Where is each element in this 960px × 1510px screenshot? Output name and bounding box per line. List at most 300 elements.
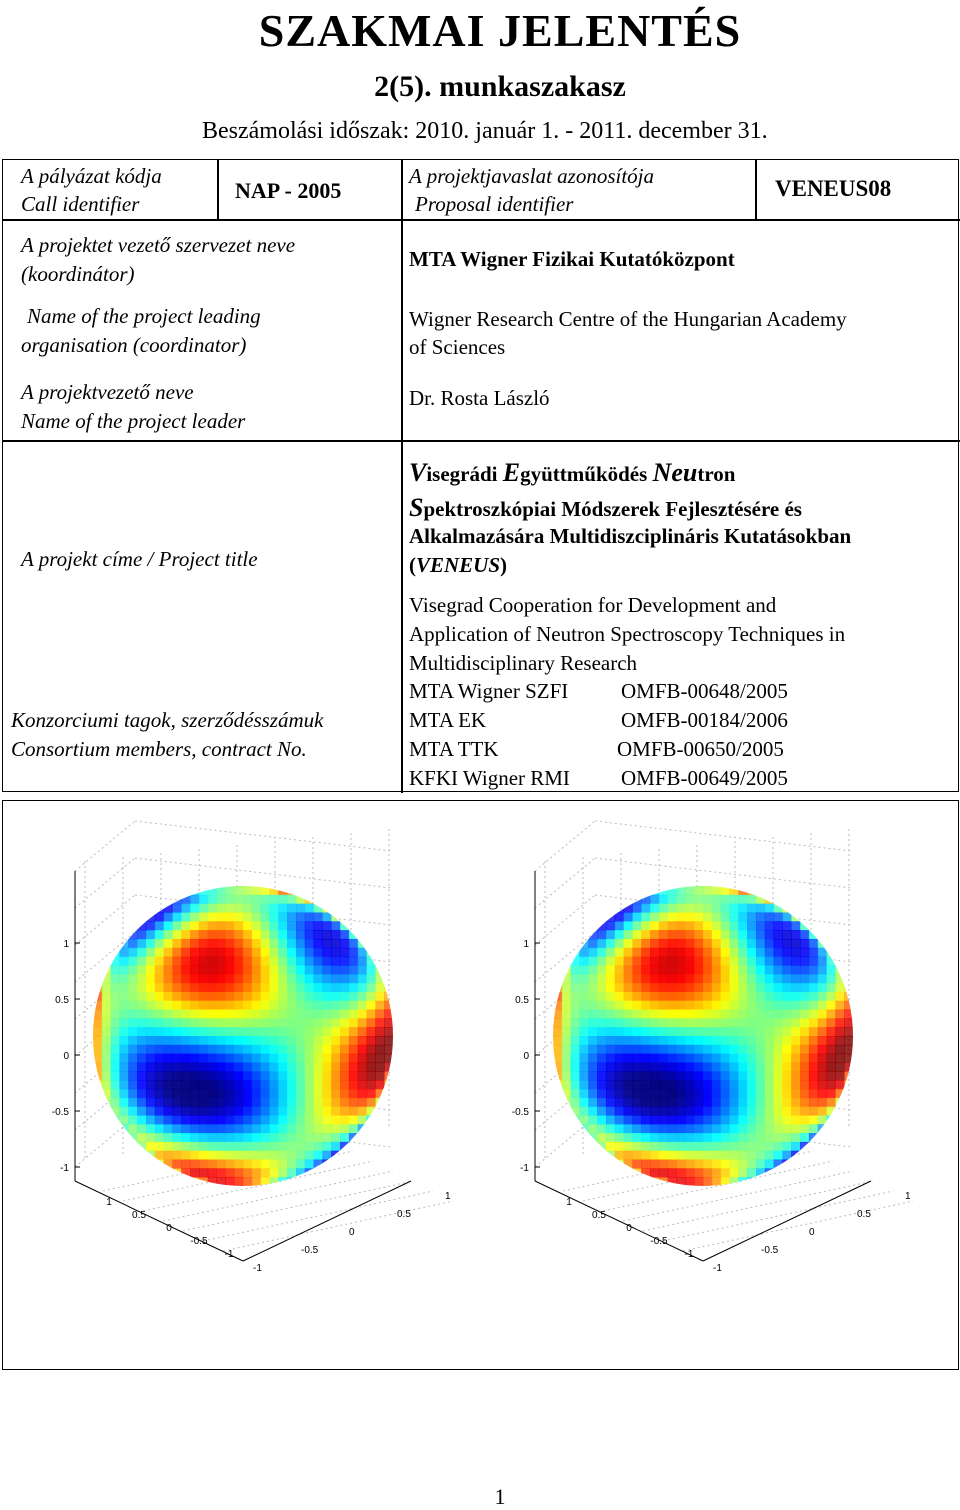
surface-cell [774, 930, 783, 939]
surface-cell [155, 921, 164, 930]
surface-cell [296, 930, 305, 939]
surface-cell [579, 1001, 588, 1010]
surface-cell [358, 957, 367, 966]
z-tick-label: 1 [63, 939, 69, 950]
surface-cell [827, 1010, 836, 1019]
surface-cell [102, 1080, 111, 1089]
surface-cell [588, 1018, 597, 1027]
surface-cell [747, 957, 756, 966]
surface-cell [659, 965, 668, 974]
surface-cell [659, 904, 668, 913]
surface-cell [119, 1107, 128, 1116]
surface-cell [269, 1062, 278, 1071]
surface-cell [217, 1115, 226, 1124]
surface-cell [818, 1124, 827, 1133]
surface-cell [694, 1018, 703, 1027]
surface-cell [791, 930, 800, 939]
surface-cell [375, 992, 384, 1001]
surface-cell [597, 1045, 606, 1054]
surface-cell [243, 1089, 252, 1098]
surface-cell [155, 1080, 164, 1089]
surface-cell [190, 1168, 199, 1177]
surface-cell [668, 1133, 677, 1142]
surface-cell [791, 1133, 800, 1142]
surface-cell [756, 930, 765, 939]
surface-cell [208, 1001, 217, 1010]
surface-cell [606, 1098, 615, 1107]
surface-cell [747, 1151, 756, 1160]
surface-cell [287, 1018, 296, 1027]
surface-cell [367, 1098, 376, 1107]
surface-cell [668, 1107, 677, 1116]
surface-cell [712, 912, 721, 921]
surface-cell [738, 1018, 747, 1027]
surface-cell [571, 974, 580, 983]
surface-cell [650, 1071, 659, 1080]
surface-cell [597, 1124, 606, 1133]
surface-cell [137, 974, 146, 983]
surface-cell [322, 1018, 331, 1027]
surface-cell [597, 930, 606, 939]
surface-cell [562, 1098, 571, 1107]
reporting-period: Beszámolási időszak: 2010. január 1. - 2011. december 31. [202, 118, 768, 144]
surface-cell [650, 1133, 659, 1142]
surface-cell [349, 1036, 358, 1045]
surface-cell [827, 1001, 836, 1010]
surface-cell [800, 1062, 809, 1071]
surface-cell [721, 895, 730, 904]
surface-cell [765, 921, 774, 930]
surface-cell [729, 895, 738, 904]
surface-cell [287, 957, 296, 966]
surface-cell [269, 1027, 278, 1036]
surface-cell [747, 1045, 756, 1054]
surface-cell [102, 1027, 111, 1036]
surface-cell [588, 1062, 597, 1071]
surface-cell [190, 1080, 199, 1089]
surface-cell [349, 1133, 358, 1142]
surface-cell [243, 904, 252, 913]
surface-cell [225, 1177, 234, 1186]
surface-cell [729, 1018, 738, 1027]
surface-cell [208, 1036, 217, 1045]
surface-cell [305, 1107, 314, 1116]
surface-cell [694, 1036, 703, 1045]
surface-cell [243, 957, 252, 966]
surface-cell [164, 1160, 173, 1169]
surface-cell [278, 948, 287, 957]
surface-cell [624, 921, 633, 930]
surface-cell [243, 1160, 252, 1169]
surface-cell [650, 1168, 659, 1177]
surface-cell [668, 1054, 677, 1063]
surface-cell [579, 1018, 588, 1027]
surface-cell [553, 1054, 562, 1063]
surface-cell [331, 1027, 340, 1036]
surface-cell [314, 1133, 323, 1142]
surface-cell [641, 1124, 650, 1133]
surface-cell [747, 974, 756, 983]
surface-cell [597, 1062, 606, 1071]
surface-cell [181, 1115, 190, 1124]
surface-cell [349, 939, 358, 948]
project-leader-value: Dr. Rosta László [409, 386, 550, 410]
surface-cell [632, 1027, 641, 1036]
surface-cell [269, 1071, 278, 1080]
surface-cell [562, 1080, 571, 1089]
surface-cell [234, 886, 243, 895]
surface-cell [615, 1160, 624, 1169]
surface-cell [102, 1089, 111, 1098]
surface-cell [721, 992, 730, 1001]
surface-cell [615, 1098, 624, 1107]
surface-cell [668, 965, 677, 974]
surface-cell [217, 1071, 226, 1080]
surface-cell [296, 895, 305, 904]
surface-cell [571, 1001, 580, 1010]
surface-cell [190, 965, 199, 974]
surface-cell [782, 1010, 791, 1019]
surface-cell [650, 921, 659, 930]
surface-cell [562, 992, 571, 1001]
surface-cell [738, 1010, 747, 1019]
y-axis [703, 1181, 871, 1261]
surface-cell [243, 1010, 252, 1019]
surface-cell [252, 1098, 261, 1107]
surface-cell [800, 1045, 809, 1054]
surface-cell [269, 886, 278, 895]
surface-cell [756, 974, 765, 983]
surface-cell [164, 1001, 173, 1010]
surface-cell [632, 939, 641, 948]
surface-cell [835, 1018, 844, 1027]
surface-cell [234, 1133, 243, 1142]
surface-cell [747, 1177, 756, 1186]
surface-cell [818, 1045, 827, 1054]
surface-cell [137, 1080, 146, 1089]
surface-cell [349, 1107, 358, 1116]
surface-cell [641, 1080, 650, 1089]
surface-cell [208, 1098, 217, 1107]
surface-cell [128, 1115, 137, 1124]
surface-cell [668, 1080, 677, 1089]
surface-cell [119, 1062, 128, 1071]
surface-cell [721, 948, 730, 957]
surface-cell [358, 1098, 367, 1107]
surface-cell [632, 1107, 641, 1116]
surface-cell [102, 1036, 111, 1045]
surface-cell [287, 1124, 296, 1133]
call-label-en: Call identifier [21, 192, 140, 216]
surface-cell [314, 912, 323, 921]
surface-cell [729, 1071, 738, 1080]
surface-cell [721, 1107, 730, 1116]
page-number: 1 [494, 1484, 506, 1509]
y-tick-label: 1 [445, 1191, 451, 1202]
surface-cell [278, 1133, 287, 1142]
consortium-label-hu: Konzorciumi tagok, szerződésszámuk [11, 708, 324, 732]
surface-cell [358, 1010, 367, 1019]
surface-cell [128, 1107, 137, 1116]
surface-cell [181, 1018, 190, 1027]
surface-cell [155, 1018, 164, 1027]
title-text: isegrádi [426, 462, 503, 486]
surface-cell [234, 992, 243, 1001]
surface-cell [818, 1080, 827, 1089]
surface-cell [721, 1054, 730, 1063]
surface-cell [208, 1089, 217, 1098]
surface-cell [835, 1098, 844, 1107]
surface-cell [774, 992, 783, 1001]
surface-cell [721, 912, 730, 921]
surface-cell [155, 1133, 164, 1142]
surface-cell [243, 1071, 252, 1080]
surface-cell [835, 1001, 844, 1010]
surface-cell [111, 1062, 120, 1071]
surface-cell [269, 1124, 278, 1133]
surface-cell [172, 1027, 181, 1036]
surface-cell [588, 1124, 597, 1133]
surface-cell [340, 974, 349, 983]
surface-cell [747, 1107, 756, 1116]
surface-cell [615, 1018, 624, 1027]
surface-cell [119, 965, 128, 974]
surface-cell [747, 1115, 756, 1124]
surface-cell [756, 1089, 765, 1098]
surface-cell [703, 1124, 712, 1133]
surface-cell [349, 1115, 358, 1124]
call-identifier-value: NAP - 2005 [235, 178, 342, 203]
surface-cell [243, 1027, 252, 1036]
surface-cell [677, 895, 686, 904]
surface-cell [164, 1151, 173, 1160]
surface-cell [729, 1133, 738, 1142]
surface-cell [269, 1054, 278, 1063]
surface-cell [677, 992, 686, 1001]
surface-cell [164, 1089, 173, 1098]
surface-cell [738, 965, 747, 974]
surface-cell [119, 1080, 128, 1089]
surface-cell [694, 895, 703, 904]
surface-cell [579, 965, 588, 974]
surface-cell [756, 1001, 765, 1010]
surface-cell [155, 939, 164, 948]
surface-cell [606, 1124, 615, 1133]
surface-cell [137, 1115, 146, 1124]
surface-cell [287, 1027, 296, 1036]
surface-cell [190, 904, 199, 913]
surface-cell [579, 1054, 588, 1063]
surface-cell [261, 1168, 270, 1177]
surface-cell [155, 983, 164, 992]
surface-cell [102, 1062, 111, 1071]
surface-cell [685, 1177, 694, 1186]
surface-cell [199, 1133, 208, 1142]
surface-cell [729, 1062, 738, 1071]
surface-cell [340, 1062, 349, 1071]
surface-cell [199, 1168, 208, 1177]
surface-cell [314, 957, 323, 966]
surface-cell [606, 1027, 615, 1036]
surface-cell [269, 974, 278, 983]
surface-cell [181, 1098, 190, 1107]
surface-cell [588, 957, 597, 966]
surface-cell [818, 1071, 827, 1080]
surface-cell [102, 1071, 111, 1080]
surface-cell [261, 1036, 270, 1045]
surface-cell [331, 957, 340, 966]
surface-cell [261, 1107, 270, 1116]
surface-cell [632, 1168, 641, 1177]
surface-cell [729, 983, 738, 992]
surface-cell [375, 1062, 384, 1071]
surface-cell [367, 1010, 376, 1019]
surface-cell [190, 1045, 199, 1054]
y-tick-label: 0.5 [857, 1209, 871, 1220]
surface-cell [217, 1177, 226, 1186]
surface-cell [685, 1107, 694, 1116]
surface-cell [119, 1115, 128, 1124]
surface-cell [367, 1054, 376, 1063]
surface-cell [782, 1071, 791, 1080]
org-label-en: Name of the project leading [27, 304, 261, 328]
surface-cell [756, 1080, 765, 1089]
surface-cell [199, 974, 208, 983]
surface-cell [278, 1107, 287, 1116]
surface-cell [172, 1115, 181, 1124]
member-name: MTA EK [409, 708, 487, 732]
surface-cell [809, 1036, 818, 1045]
surface-cell [641, 983, 650, 992]
surface-cell [111, 1001, 120, 1010]
surface-cell [703, 1160, 712, 1169]
surface-cell [562, 1054, 571, 1063]
surface-cell [225, 1089, 234, 1098]
member-contract: OMFB-00649/2005 [621, 766, 788, 790]
surface-cell [756, 983, 765, 992]
surface-cell [738, 921, 747, 930]
sphere-surface [93, 886, 394, 1187]
surface-cell [774, 1124, 783, 1133]
surface-cell [269, 1115, 278, 1124]
surface-cell [791, 1080, 800, 1089]
surface-cell [668, 1098, 677, 1107]
x-tick-label: -1 [224, 1249, 234, 1260]
surface-cell [181, 895, 190, 904]
surface-cell [314, 1018, 323, 1027]
surface-cell [252, 1045, 261, 1054]
surface-cell [747, 930, 756, 939]
surface-cell [650, 1115, 659, 1124]
surface-cell [314, 1089, 323, 1098]
surface-cell [234, 1036, 243, 1045]
surface-cell [632, 1089, 641, 1098]
surface-cell [278, 1124, 287, 1133]
surface-cell [208, 1124, 217, 1133]
surface-cell [367, 1001, 376, 1010]
surface-cell [782, 983, 791, 992]
surface-cell [296, 992, 305, 1001]
surface-cell [606, 1036, 615, 1045]
surface-cell [712, 992, 721, 1001]
surface-cell [641, 1018, 650, 1027]
surface-cell [597, 957, 606, 966]
member-name: MTA TTK [409, 737, 499, 761]
surface-cell [199, 1062, 208, 1071]
surface-cell [694, 1062, 703, 1071]
surface-cell [181, 1089, 190, 1098]
surface-cell [217, 948, 226, 957]
surface-cell [287, 930, 296, 939]
surface-cell [668, 992, 677, 1001]
surface-cell [571, 992, 580, 1001]
surface-cell [225, 1124, 234, 1133]
surface-cell [800, 992, 809, 1001]
surface-cell [322, 904, 331, 913]
surface-cell [738, 1107, 747, 1116]
surface-cell [261, 983, 270, 992]
surface-cell [305, 1018, 314, 1027]
surface-cell [234, 1027, 243, 1036]
surface-cell [562, 1018, 571, 1027]
surface-cell [155, 1151, 164, 1160]
surface-cell [208, 930, 217, 939]
surface-cell [155, 1098, 164, 1107]
surface-cell [181, 1142, 190, 1151]
surface-cell [827, 957, 836, 966]
surface-cell [278, 992, 287, 1001]
surface-cell [632, 1054, 641, 1063]
surface-cell [597, 921, 606, 930]
surface-cell [199, 1151, 208, 1160]
surface-cell [774, 1036, 783, 1045]
surface-cell [668, 1151, 677, 1160]
surface-cell [217, 1018, 226, 1027]
surface-cell [234, 1089, 243, 1098]
surface-cell [809, 992, 818, 1001]
surface-cell [553, 1071, 562, 1080]
surface-cell [677, 1133, 686, 1142]
surface-cell [296, 1062, 305, 1071]
surface-cell [172, 1080, 181, 1089]
surface-cell [827, 1098, 836, 1107]
surface-cell [791, 1151, 800, 1160]
surface-cell [809, 957, 818, 966]
surface-cell [322, 1160, 331, 1169]
surface-cell [164, 992, 173, 1001]
title-text: tron [697, 462, 736, 486]
surface-cell [729, 1160, 738, 1169]
surface-cell [199, 1018, 208, 1027]
surface-cell [677, 965, 686, 974]
surface-cell [269, 904, 278, 913]
surface-cell [278, 930, 287, 939]
surface-cell [367, 948, 376, 957]
surface-cell [624, 1080, 633, 1089]
surface-cell [111, 1045, 120, 1054]
surface-cell [287, 1133, 296, 1142]
surface-cell [597, 1107, 606, 1116]
surface-cell [774, 1107, 783, 1116]
surface-cell [331, 1071, 340, 1080]
surface-cell [119, 939, 128, 948]
surface-cell [659, 983, 668, 992]
surface-cell [553, 1080, 562, 1089]
surface-cell [624, 1010, 633, 1019]
surface-cell [314, 983, 323, 992]
z-tick-label: -1 [520, 1163, 529, 1174]
surface-cell [146, 912, 155, 921]
